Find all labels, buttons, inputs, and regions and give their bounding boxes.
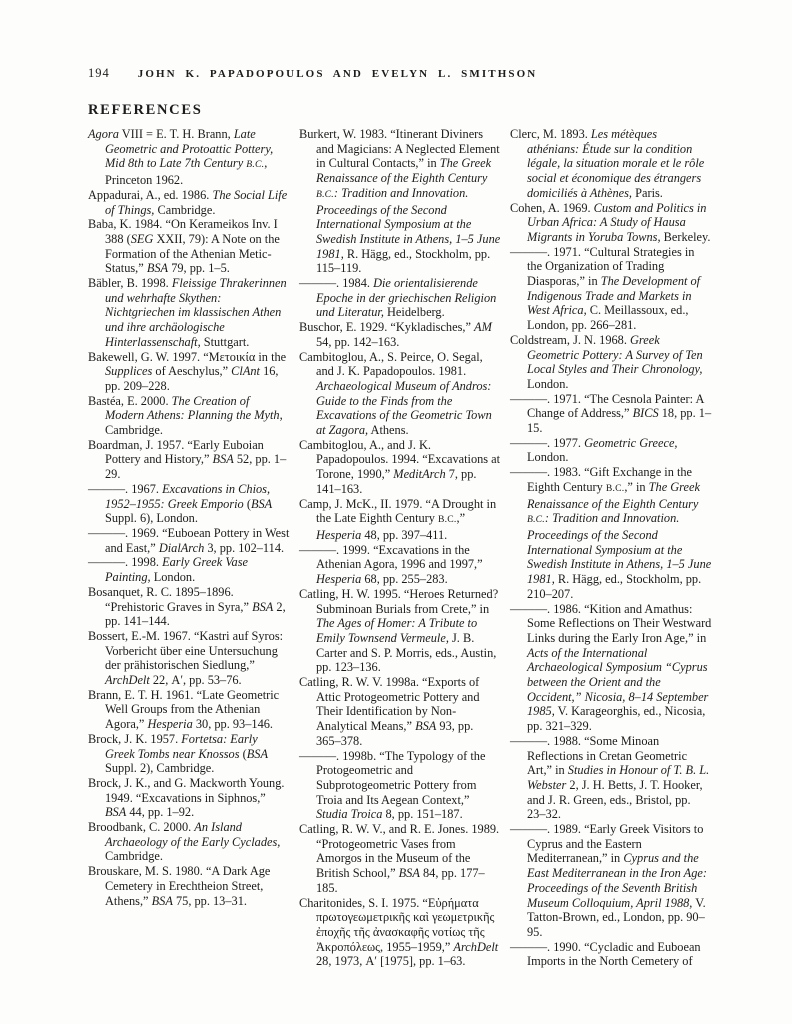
reference-entry: Bakewell, G. W. 1997. “Μετοικία in the Supplices of Aeschylus,” ClAnt 16, pp. 209–228. (88, 349, 287, 393)
reference-entry: Appadurai, A., ed. 1986. The Social Life of Things, Cambridge. (88, 187, 288, 217)
page-number: 194 (88, 66, 110, 80)
reference-entry: ———. 1971. “The Cesnola Painter: A Change of Address,” BICS 18, pp. 1–15. (510, 391, 712, 436)
references-column-3 (510, 127, 712, 969)
reference-entry: ———. 1990. “Cycladic and Euboean Imports in the North Cemetery of (510, 939, 701, 969)
reference-entry: Bosanquet, R. C. 1895–1896. “Prehistoric Graves in Syra,” BSA 2, pp. 141–144. (88, 584, 286, 629)
reference-entry: Cambitoglou, A., and J. K. Papadopoulos. 1994. “Excavations at Torone, 1990,” MeditArch 7, pp. 141–163. (299, 437, 501, 496)
reference-entry: ———. 1988. “Some Minoan Reflections in Cretan Geometric Art,” in Studies in Honour of T. B. L. Webster 2, J. H. Betts, J. T. Hooker, and J. R. Green, eds., Bristol, pp. 23–32. (510, 733, 710, 822)
reference-entry: Cambitoglou, A., S. Peirce, O. Segal, and J. K. Papadopoulos. 1981. Archaeological Museum of Andros: Guide to the Finds from the Excavations of the Geometric Town at Zagora, Athens. (299, 349, 492, 438)
references-heading: REFERENCES (88, 102, 203, 118)
reference-entry: Bäbler, B. 1998. Fleissige Thrakerinnen und wehrhafte Skythen: Nichtgriechen im klassischen Athen und ihre archäologische Hinterlassenschaft, Stuttgart. (88, 276, 287, 349)
reference-entry: Bossert, E.-M. 1967. “Kastri auf Syros: Vorbericht über eine Untersuchung der prähistorischen Siedlung,” ArchDelt 22, Α′, pp. 53–76. (88, 628, 284, 688)
reference-entry: Burkert, W. 1983. “Itinerant Diviners and Magicians: A Neglected Element in Cultural Contacts,” in The Greek Renaissance of the Eighth Century B.C.: Tradition and Innovation. Proceedings of the Second International Symposium at the Swedish Institute in Athens, 1–5 June 1981, R. Hägg, ed., Stockholm, pp. 115–119. (299, 127, 501, 276)
reference-entry: Brock, J. K. 1957. Fortetsa: Early Greek Tombs near Knossos (BSA Suppl. 2), Cambridge. (88, 731, 269, 776)
reference-entry: Boardman, J. 1957. “Early Euboian Pottery and History,” BSA 52, pp. 1–29. (88, 437, 287, 482)
reference-entry: Camp, J. McK., II. 1979. “A Drought in the Late Eighth Century B.C.,” Hesperia 48, pp. 397–411. (299, 496, 497, 542)
reference-entry: ———. 1989. “Early Greek Visitors to Cyprus and the Eastern Mediterranean,” in Cyprus and the East Mediterranean in the Iron Age: Proceedings of the Seventh British Museum Colloquium, April 1988, V. Tatton-Brown, ed., London, pp. 90–95. (510, 822, 707, 939)
references-columns (88, 127, 712, 969)
reference-entry: Bastéa, E. 2000. The Creation of Modern Athens: Planning the Myth, Cambridge. (88, 393, 283, 438)
reference-entry: Catling, R. W. V. 1998a. “Exports of Attic Protogeometric Pottery and Their Identification by Non-Analytical Means,” BSA 93, pp. 365–378. (299, 675, 480, 748)
reference-entry: Brock, J. K., and G. Mackworth Young. 1949. “Excavations in Siphnos,” BSA 44, pp. 1–92. (88, 775, 285, 820)
reference-entry: Brann, E. T. H. 1961. “Late Geometric Well Groups from the Athenian Agora,” Hesperia 30, pp. 93–146. (88, 687, 280, 732)
reference-entry: Baba, K. 1984. “On Kerameikos Inv. I 388 (SEG XXII, 79): A Note on the Formation of the Athenian Metic-Status,” BSA 79, pp. 1–5. (88, 217, 280, 276)
reference-entry: ———. 1971. “Cultural Strategies in the Organization of Trading Diasporas,” in The Development of Indigenous Trade and Markets in West Africa, C. Meillassoux, ed., London, pp. 266–281. (510, 244, 701, 333)
reference-entry: ———. 1977. Geometric Greece, London. (510, 435, 678, 465)
running-header (88, 66, 537, 81)
reference-entry: Catling, R. W. V., and R. E. Jones. 1989. “Protogeometric Vases from Amorgos in the Museum of the British School,” BSA 84, pp. 177–185. (299, 822, 500, 895)
reference-entry: ———. 1969. “Euboean Pottery in West and East,” DialArch 3, pp. 102–114. (88, 525, 290, 555)
running-title: JOHN K. PAPADOPOULOS AND EVELYN L. SMITHSON (137, 68, 538, 80)
reference-entry: ———. 1998b. “The Typology of the Protogeometric and Subprotogeometric Pottery from Troia and Its Aegean Context,” Studia Troica 8, pp. 151–187. (299, 748, 486, 822)
reference-entry: Buschor, E. 1929. “Kykladisches,” AM 54, pp. 142–163. (299, 320, 492, 349)
references-column-1 (88, 127, 290, 969)
reference-entry: ———. 1999. “Excavations in the Athenian Agora, 1996 and 1997,” Hesperia 68, pp. 255–283. (299, 542, 483, 587)
reference-entry: Agora VIII = E. T. H. Brann, Late Geometric and Protoattic Pottery, Mid 8th to Late 7th Century B.C., Princeton 1962. (88, 127, 274, 188)
reference-entry: ———. 1984. Die orientalisierende Epoche in der griechischen Religion und Literatur, Heidelberg. (299, 276, 497, 320)
reference-entry: Brouskare, M. S. 1980. “A Dark Age Cemetery in Erechtheion Street, Athens,” BSA 75, pp. 13–31. (88, 864, 271, 908)
reference-entry: ———. 1983. “Gift Exchange in the Eighth Century B.C.,” in The Greek Renaissance of the Eighth Century B.C.: Tradition and Innovation. Proceedings of the Second International Symposium at the Swedish Institute in Athens, 1–5 June 1981, R. Hägg, ed., Stockholm, pp. 210–207. (510, 465, 712, 601)
reference-entry: Catling, H. W. 1995. “Heroes Returned? Subminoan Burials from Crete,” in The Ages of Homer: A Tribute to Emily Townsend Vermeule, J. B. Carter and S. P. Morris, eds., Austin, pp. 123–136. (299, 586, 499, 675)
reference-entry: Clerc, M. 1893. Les métèques athénians: Étude sur la condition légale, la situation morale et le rôle social et économique des étrangers domiciliés à Athènes, Paris. (510, 127, 705, 200)
reference-entry: Coldstream, J. N. 1968. Greek Geometric Pottery: A Survey of Ten Local Styles and Their Chronology, London. (510, 332, 703, 391)
references-column-2 (299, 127, 501, 969)
reference-entry: Charitonides, S. I. 1975. “Εὑρήματα πρωτογεωμετρικῆς καὶ γεωμετρικῆς ἐποχῆς τῆς ἀνασκαφῆς νοτίως τῆς Ἀκροπόλεως, 1955–1959,” ArchDelt 28, 1973, Α′ [1975], pp. 1–63. (299, 895, 499, 969)
reference-entry: Cohen, A. 1969. Custom and Politics in Urban Africa: A Study of Hausa Migrants in Yoruba Towns, Berkeley. (510, 200, 711, 244)
reference-entry: Broodbank, C. 2000. An Island Archaeology of the Early Cyclades, Cambridge. (88, 820, 281, 864)
reference-entry: ———. 1998. Early Greek Vase Painting, London. (88, 555, 248, 585)
reference-entry: ———. 1967. Excavations in Chios, 1952–1955: Greek Emporio (BSA Suppl. 6), London. (88, 481, 273, 526)
reference-entry: ———. 1986. “Kition and Amathus: Some Reflections on Their Westward Links during the Early Iron Age,” in Acts of the International Archaeological Symposium “Cyprus between the Orient and the Occident,” Nicosia, 8–14 September 1985, V. Karageorghis, ed., Nicosia, pp. 321–329. (510, 601, 712, 734)
